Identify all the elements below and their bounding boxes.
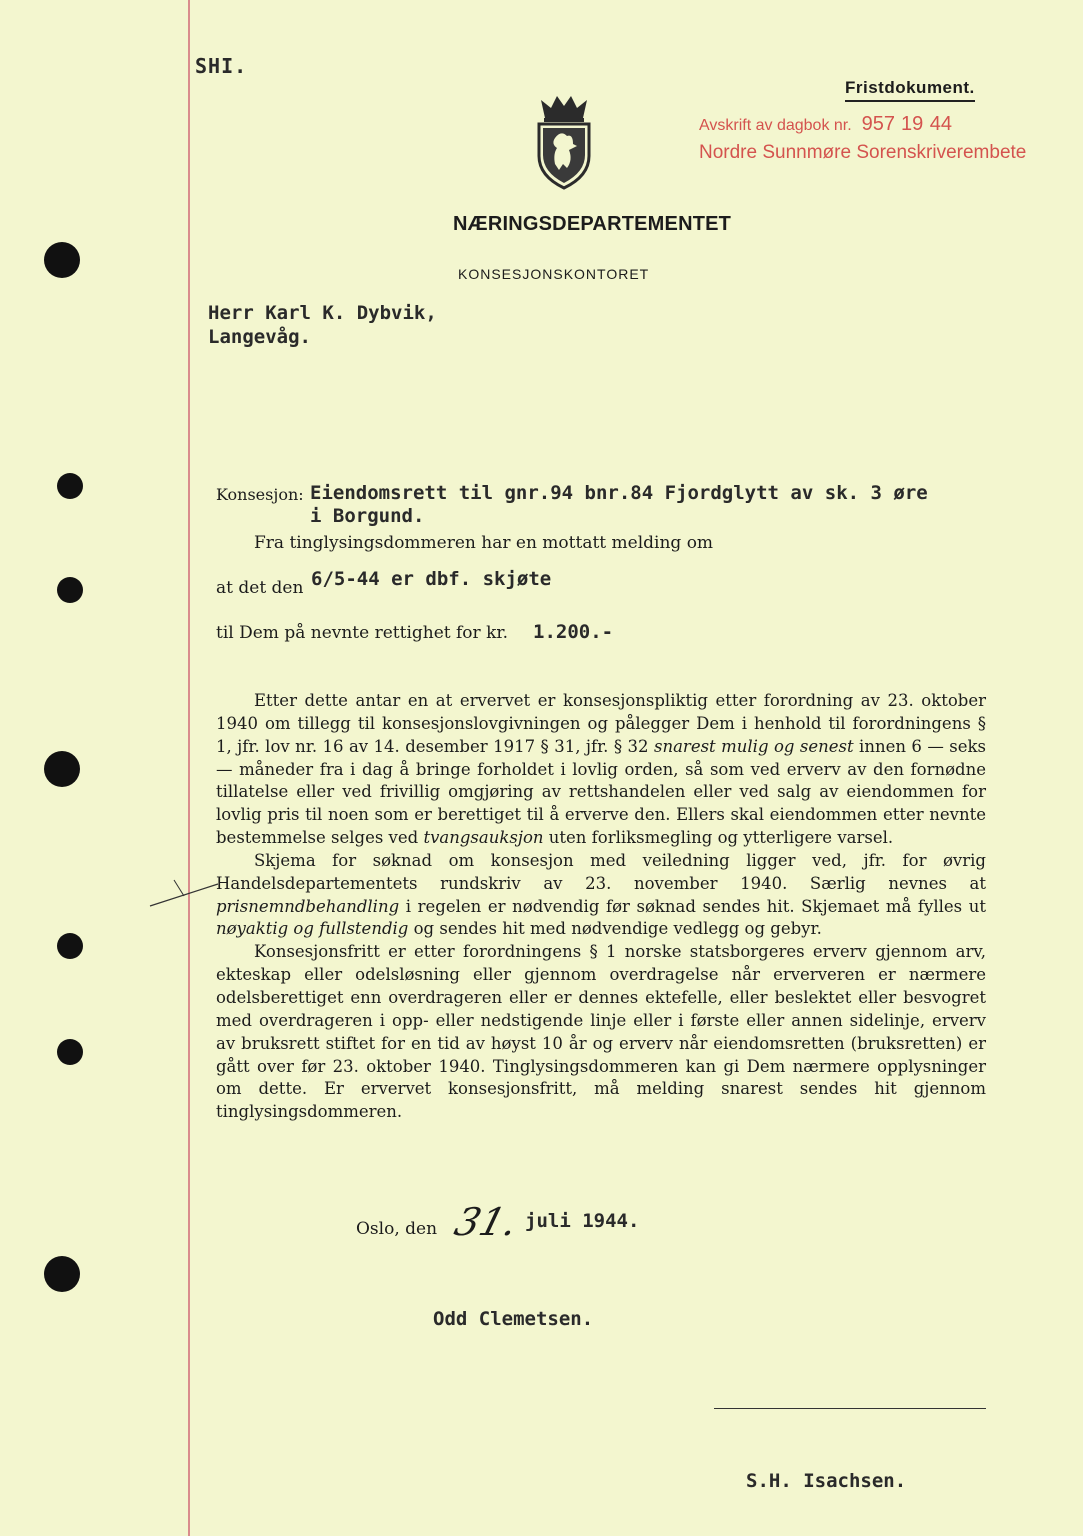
margin-line <box>188 0 190 1536</box>
amount-value: 1.200.- <box>533 621 614 643</box>
stamp-year-prefix: 19 <box>901 113 924 135</box>
recipient-name: Herr Karl K. Dybvik, <box>208 302 437 324</box>
punch-hole <box>44 1256 80 1292</box>
recipient-place: Langevåg. <box>208 326 311 348</box>
stamp-label: Avskrift av dagbok nr. <box>699 117 852 134</box>
signature-line <box>714 1408 986 1409</box>
date-month-year: juli 1944. <box>525 1210 640 1232</box>
signatory-2: S.H. Isachsen. <box>746 1470 907 1492</box>
punch-hole <box>57 577 83 603</box>
coat-of-arms-icon <box>533 94 595 190</box>
date-day-handwritten: 31. <box>450 1200 523 1244</box>
document-type: Fristdokument. <box>845 78 975 102</box>
office-title: KONSESJONSKONTORET <box>458 266 650 282</box>
signatory-1: Odd Clemetsen. <box>433 1308 594 1330</box>
punch-hole <box>57 933 83 959</box>
at-det-den-value: 6/5-44 er dbf. skjøte <box>311 568 552 590</box>
stamp-number: 957 <box>861 113 896 135</box>
konsesjon-label: Konsesjon: <box>216 485 304 504</box>
punch-hole <box>57 473 83 499</box>
punch-hole <box>44 751 80 787</box>
reference-code: SHI. <box>195 54 248 78</box>
paragraph-2: Skjema for søknad om konsesjon med veiledning ligger ved, jfr. for øvrig Handelsdepartementets rundskriv av 23. november 1940. Særlig nevnes at prisnemndbehandling i regelen er nødvendig før søknad sendes hit. Skjemaet må fylles ut nøyaktig og fullstendig og sendes hit med nødvendige vedlegg og gebyr. <box>216 850 986 939</box>
stamp-office: Nordre Sunnmøre Sorenskriverembete <box>699 142 1027 163</box>
at-det-den-label: at det den <box>216 578 304 598</box>
date-place-label: Oslo, den <box>356 1219 438 1239</box>
department-title: NÆRINGSDEPARTEMENTET <box>453 213 732 235</box>
konsesjon-value-cont: i Borgund. <box>310 505 425 527</box>
journal-stamp <box>699 113 952 136</box>
amount-label: til Dem på nevnte rettighet for kr. <box>216 623 509 643</box>
body-text <box>216 690 986 1124</box>
paragraph-3: Konsesjonsfritt er etter forordningens § 1 norske statsborgeres erverv gjennom arv, ekteskap eller odelsløsning eller gjennom overdragelse når erververen er nærmere odelsberettiget enn overdrageren eller er dennes ektefelle, eller beslektet eller besvogret med overdrageren i opp- eller nedstigende linje eller i første eller annen sidelinje, erverv av bruksrett stiftet for en tid av høyst 10 år og erverv når eiendomsretten (bruksretten) er gått over før 23. oktober 1940. Tinglysingsdommeren kan gi Dem nærmere opplysninger om dette. Er ervervet konsesjonsfritt, må melding snarest sendes hit gjennom tinglysingsdommeren. <box>216 942 986 1122</box>
punch-hole <box>57 1039 83 1065</box>
paragraph-1: Etter dette antar en at ervervet er konsesjonspliktig etter forordning av 23. oktober 1940 om tillegg til konsesjonslovgivningen og pålegger Dem i henhold til forordningens § 1, jfr. lov nr. 16 av 14. desember 1917 § 31, jfr. § 32 snarest mulig og senest innen 6 — seks — måneder fra i dag å bringe forholdet i lovlig orden, så som ved erverv av den fornødne tillatelse eller ved frivillig omgjøring av rettshandelen eller ved salg av eiendommen for lovlig pris til noen som er berettiget til å erverve den. Ellers skal eiendommen etter nevnte bestemmelse selges ved tvangsauksjon uten forliksmegling og ytterligere varsel. <box>216 691 986 848</box>
pencil-mark <box>148 874 220 914</box>
punch-hole <box>44 242 80 278</box>
stamp-year-suffix: 44 <box>929 113 952 135</box>
konsesjon-value: Eiendomsrett til gnr.94 bnr.84 Fjordglytt av sk. 3 øre <box>310 482 928 504</box>
notification-line: Fra tinglysingsdommeren har en mottatt melding om <box>254 533 714 553</box>
